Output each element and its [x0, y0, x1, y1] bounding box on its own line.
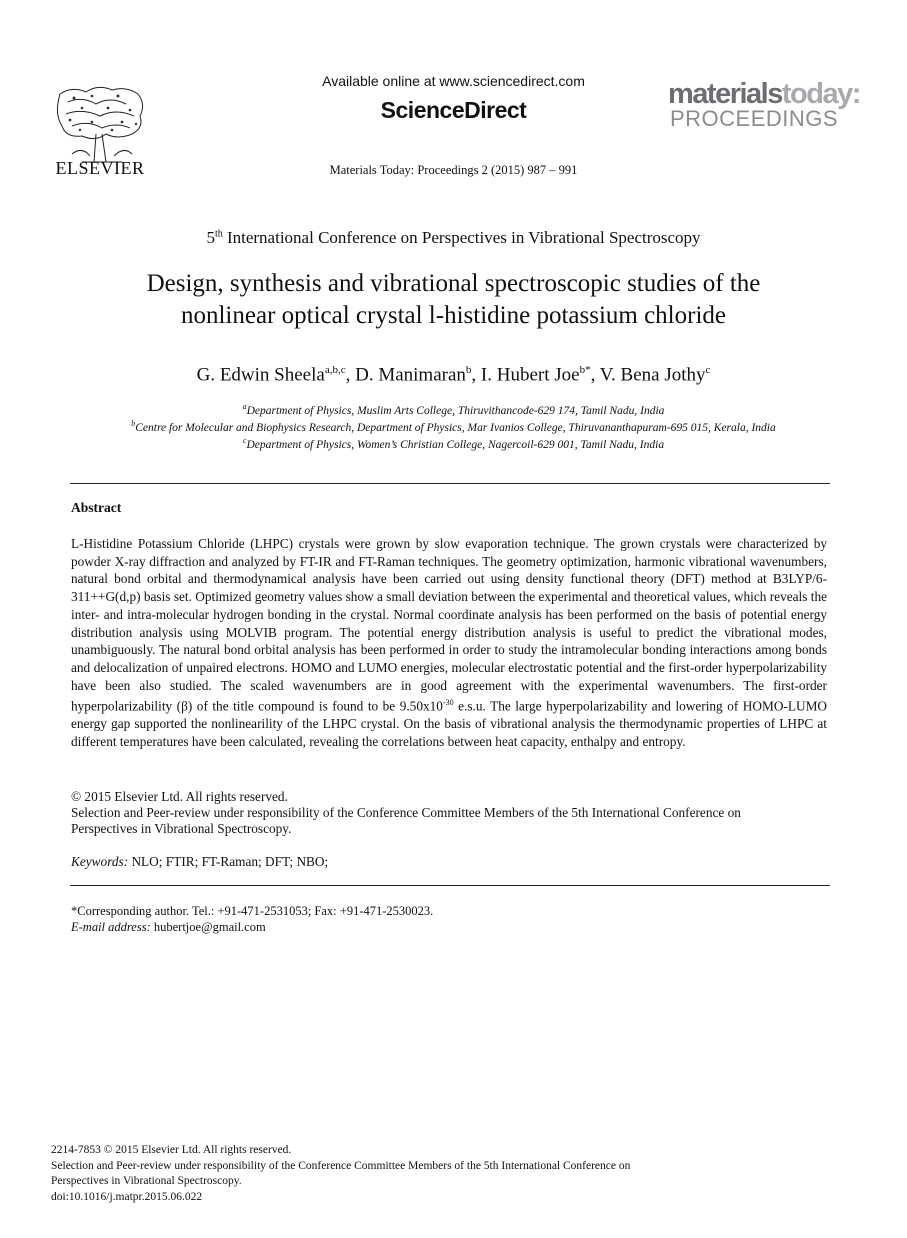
divider-bottom — [70, 885, 830, 886]
email-line — [71, 919, 433, 935]
peer-review-line: Selection and Peer-review under responsibility of the Conference Committee Members of the 5th International Conference on — [71, 805, 741, 820]
author-affiliation-mark: a,b,c — [324, 364, 346, 376]
affiliation-text: Centre for Molecular and Biophysics Research, Department of Physics, Mar Ivanios College, Thiruvananthapuram-695 015, Kerala, India — [135, 421, 776, 434]
paper-title — [60, 268, 847, 332]
abstract-text-part-1: L-Histidine Potassium Chloride (LHPC) crystals were grown by slow evaporation technique. The grown crystals were characterized by powder X-ray diffraction and analyzed by FT-IR and FT-Raman techniques. The geometry optimization, harmonic vibrational wavenumbers, natural bond orbital and thermodynamical analysis have been carried out using density functional theory (DFT) method at B3LYP/6-311++G(d,p) basis set. Optimized geometry values show a small deviation between the experimental and theoretical values, which reveals the inter- and intra-molecular hydrogen bonding in the crystal. Normal coordinate analysis has been performed on the basis of potential energy distribution analysis using MOLVIB program. The potential energy distribution analysis is useful to predict the vibrational modes, unambiguously. The natural bond orbital analysis has been performed in order to study the intramolecular bonding interactions among bonds and delocalization of unpaired electrons. HOMO and LUMO energies, molecular electrostatic potential and the first-order hyperpolarizability have been also studied. The scaled wavenumbers are in good agreement with the experimental wavenumbers. The first-order hyperpolarizability (β) of the title compound is found to be 9.50x10 — [71, 536, 827, 714]
abstract-body — [71, 535, 827, 751]
title-line-1: Design, synthesis and vibrational spectroscopic studies of the — [146, 270, 761, 297]
available-online-line: Available online at www.sciencedirect.com — [322, 73, 585, 89]
keywords-line — [71, 854, 328, 870]
author-separator: , — [471, 364, 481, 386]
conference-number: 5 — [206, 228, 215, 247]
affiliation-text: Department of Physics, Muslim Arts College, Thiruvithancode-629 174, Tamil Nadu, India — [246, 404, 665, 417]
conference-ordinal: th — [214, 228, 223, 240]
sciencedirect-wordmark: ScienceDirect — [380, 97, 527, 123]
affiliation-mark: b — [131, 419, 136, 428]
footer-doi[interactable]: doi:10.1016/j.matpr.2015.06.022 — [51, 1190, 203, 1203]
affiliation-mark: a — [242, 402, 247, 411]
journal-citation: Materials Today: Proceedings 2 (2015) 987 – 991 — [329, 163, 578, 177]
footer-issn-copyright: 2214-7853 © 2015 Elsevier Ltd. All rights reserved. — [51, 1144, 292, 1156]
author-name: I. Hubert Joe — [480, 364, 580, 386]
affiliation-a — [0, 402, 907, 417]
corresponding-author-contact: *Corresponding author. Tel.: +91-471-2531053; Fax: +91-471-2530023. — [71, 904, 434, 918]
keywords-value: NLO; FTIR; FT-Raman; DFT; NBO; — [128, 854, 329, 869]
email-link[interactable]: hubertjoe@gmail.com — [150, 920, 266, 934]
conference-line — [0, 228, 907, 248]
footer-peer-review-2: Perspectives in Vibrational Spectroscopy. — [51, 1175, 242, 1187]
copyright-line: © 2015 Elsevier Ltd. All rights reserved. — [71, 789, 288, 804]
abstract-exponent: -30 — [442, 698, 454, 708]
copyright-block — [71, 789, 831, 837]
abstract-text-part-2: e.s.u. The large hyperpolarizability and lowering of HOMO-LUMO energy gap supported the nonlinearility of the LHPC crystal. On the basis of vibrational analysis the thermodynamic properties of LHPC at different temperatures have been calculated, revealing the correlations between heat capacity, enthalpy and entropy. — [71, 698, 827, 750]
peer-review-line-2: Perspectives in Vibrational Spectroscopy. — [71, 821, 292, 836]
author-affiliation-mark: c — [705, 364, 711, 376]
brand-materials: materials — [668, 78, 782, 110]
author-name: G. Edwin Sheela — [196, 364, 325, 386]
author-separator: , — [590, 364, 600, 386]
author-list — [0, 364, 907, 386]
affiliation-b — [0, 419, 907, 434]
author-separator: , — [345, 364, 356, 386]
affiliation-c — [0, 436, 907, 451]
email-label: E-mail address: — [71, 920, 151, 934]
author-affiliation-mark: b* — [579, 364, 591, 376]
proceedings-logo: PROCEEDINGS — [670, 106, 839, 131]
title-line-2: nonlinear optical crystal l-histidine potassium chloride — [180, 302, 726, 329]
author-affiliation-mark: b — [465, 364, 472, 376]
divider-top — [70, 483, 830, 484]
corresponding-author-block — [71, 903, 433, 935]
author-name: V. Bena Jothy — [599, 364, 706, 386]
keywords-label: Keywords: — [71, 854, 129, 869]
affiliation-text: Department of Physics, Women’s Christian College, Nagercoil-629 001, Tamil Nadu, India — [246, 438, 665, 451]
abstract-heading: Abstract — [71, 500, 122, 515]
affiliation-mark: c — [242, 436, 247, 445]
elsevier-wordmark: ELSEVIER — [55, 158, 145, 178]
brand-today: today: — [781, 78, 860, 110]
author-name: D. Manimaran — [355, 364, 466, 386]
abstract-paragraph — [71, 535, 827, 751]
footer-peer-review: Selection and Peer-review under responsibility of the Conference Committee Members of the 5th International Conference on — [51, 1159, 631, 1172]
footer-block — [51, 1143, 630, 1205]
conference-name: International Conference on Perspectives in Vibrational Spectroscopy — [222, 228, 701, 247]
